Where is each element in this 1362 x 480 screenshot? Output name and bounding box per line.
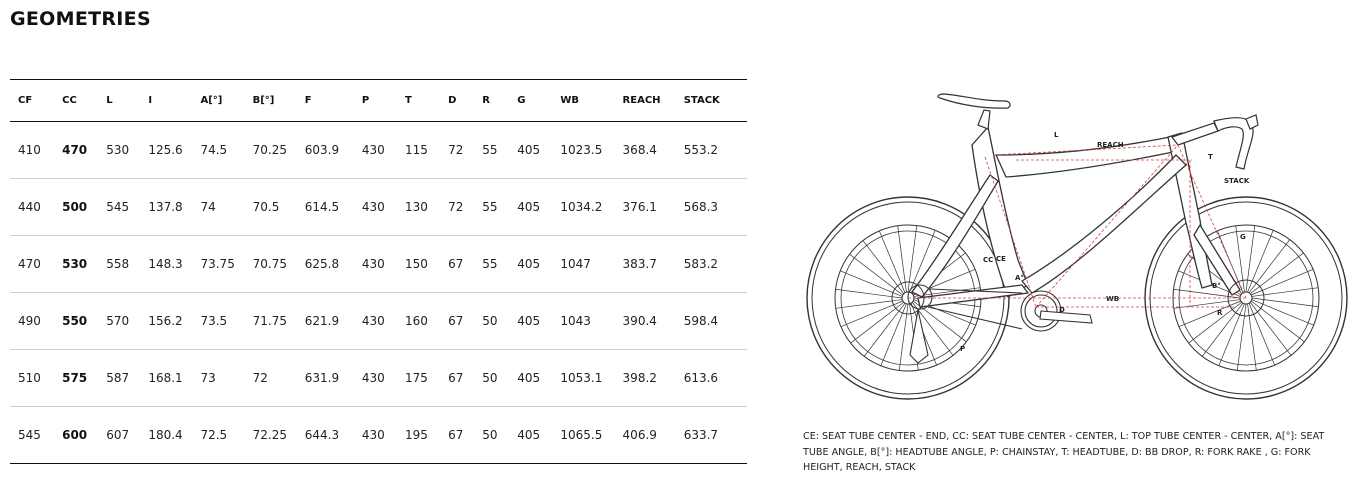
table-cell: 545 [98,179,140,236]
label-g: G [1240,233,1246,241]
table-cell: 72.25 [245,407,297,464]
spoke [1179,301,1241,327]
table-cell: 50 [474,293,509,350]
table-cell: 430 [354,179,397,236]
table-cell: 430 [354,293,397,350]
table-cell: 600 [54,407,98,464]
table-cell: 633.7 [676,407,747,464]
table-cell: 598.4 [676,293,747,350]
table-row [10,350,747,407]
table-cell: 150 [397,236,440,293]
table-cell: 1023.5 [552,122,614,179]
label-p: P [960,345,966,353]
table-cell: 55 [474,236,509,293]
table-cell: 73.75 [192,236,244,293]
table-cell: 470 [54,122,98,179]
table-cell: 72 [245,350,297,407]
table-cell: 50 [474,350,509,407]
spoke [1251,269,1313,295]
table-cell: 607 [98,407,140,464]
table-cell: 430 [354,236,397,293]
spoke [1250,302,1291,355]
table-cell: 406.9 [615,407,676,464]
label-wb: WB [1106,295,1120,303]
table-cell: 130 [397,179,440,236]
table-cell: 383.7 [615,236,676,293]
table-cell: 55 [474,179,509,236]
table-cell: 614.5 [297,179,354,236]
column-header: I [140,80,192,122]
table-cell: 1053.1 [552,350,614,407]
table-cell: 175 [397,350,440,407]
table-cell: 530 [98,122,140,179]
spoke [1249,303,1275,365]
table-cell: 137.8 [140,179,192,236]
geometry-legend: CE: SEAT TUBE CENTER - END, CC: SEAT TUBE CENTER - CENTER, L: TOP TUBE CENTER - CENTER, A[°]: SEAT TUBE ANGLE, B[°]: HEADTUBE ANGLE, P: CHAINSTAY, T: HEADTUBE, D: BB DROP, R: FORK RAKE , G: FORK HEIGHT, REACH, STACK [803,431,1325,473]
spoke [1251,301,1304,342]
table-cell: 67 [440,293,474,350]
table-cell: 631.9 [297,350,354,407]
table-cell: 368.4 [615,122,676,179]
table-cell: 50 [474,407,509,464]
table-cell: 70.25 [245,122,297,179]
table-cell: 376.1 [615,179,676,236]
label-t: T [1208,153,1213,161]
table-cell: 405 [509,122,552,179]
column-header: T [397,80,440,122]
table-cell: 398.2 [615,350,676,407]
table-cell: 583.2 [676,236,747,293]
table-cell: 70.5 [245,179,297,236]
table-cell: 440 [10,179,54,236]
table-cell: 553.2 [676,122,747,179]
table-cell: 74 [192,179,244,236]
table-cell: 195 [397,407,440,464]
table-cell: 603.9 [297,122,354,179]
table-cell: 490 [10,293,54,350]
table-row [10,293,747,350]
table-row [10,122,747,179]
table-cell: 530 [54,236,98,293]
table-cell: 180.4 [140,407,192,464]
table-cell: 115 [397,122,440,179]
label-l: L [1054,131,1059,139]
table-cell: 390.4 [615,293,676,350]
table-cell: 510 [10,350,54,407]
spoke [1250,253,1303,294]
spoke [1248,230,1274,292]
table-cell: 470 [10,236,54,293]
column-header: D [440,80,474,122]
spoke [1202,303,1243,356]
table-row [10,236,747,293]
label-b: B° [1212,282,1221,290]
spoke [1249,240,1290,293]
table-cell: 558 [98,236,140,293]
label-r: R [1217,309,1223,317]
table-cell: 644.3 [297,407,354,464]
table-cell: 74.5 [192,122,244,179]
table-cell: 587 [98,350,140,407]
column-header: L [98,80,140,122]
page-title: GEOMETRIES [10,8,151,30]
table-cell: 1034.2 [552,179,614,236]
table-cell: 70.75 [245,236,297,293]
table-cell: 125.6 [140,122,192,179]
column-header: P [354,80,397,122]
table-row [10,407,747,464]
table-cell: 405 [509,179,552,236]
table-cell: 621.9 [297,293,354,350]
table-cell: 1065.5 [552,407,614,464]
table-cell: 156.2 [140,293,192,350]
table-cell: 570 [98,293,140,350]
table-cell: 405 [509,236,552,293]
table-cell: 67 [440,350,474,407]
column-header: B[°] [245,80,297,122]
column-header: WB [552,80,614,122]
table-cell: 430 [354,407,397,464]
table-cell: 67 [440,236,474,293]
table-header-row [10,80,747,122]
table-cell: 73 [192,350,244,407]
table-cell: 405 [509,350,552,407]
label-reach: REACH [1097,141,1124,149]
table-cell: 1043 [552,293,614,350]
table-cell: 613.6 [676,350,747,407]
bike-frame [912,127,1240,307]
table-cell: 71.75 [245,293,297,350]
table-cell: 545 [10,407,54,464]
table-cell: 148.3 [140,236,192,293]
label-cc: CC [983,256,994,264]
label-ce: CE [996,255,1006,263]
label-a: A° [1015,274,1024,282]
table-cell: 72 [440,122,474,179]
table-cell: 550 [54,293,98,350]
spoke [1252,300,1314,326]
table-cell: 430 [354,350,397,407]
column-header: R [474,80,509,122]
spoke [1219,304,1245,366]
table-cell: 55 [474,122,509,179]
table-cell: 67 [440,407,474,464]
table-cell: 168.1 [140,350,192,407]
table-cell: 73.5 [192,293,244,350]
column-header: G [509,80,552,122]
label-d: D [1059,306,1065,314]
table-cell: 72.5 [192,407,244,464]
saddle [938,94,1010,129]
table-cell: 1047 [552,236,614,293]
geometry-table [10,79,747,464]
table-cell: 500 [54,179,98,236]
table-cell: 575 [54,350,98,407]
column-header: A[°] [192,80,244,122]
column-header: F [297,80,354,122]
table-cell: 72 [440,179,474,236]
spoke [1189,302,1242,343]
column-header: CC [54,80,98,122]
table-cell: 625.8 [297,236,354,293]
column-header: CF [10,80,54,122]
table-cell: 430 [354,122,397,179]
column-header: REACH [615,80,676,122]
table-cell: 410 [10,122,54,179]
table-cell: 405 [509,407,552,464]
column-header: STACK [676,80,747,122]
label-stack: STACK [1224,177,1250,185]
bike-geometry-diagram [800,85,1355,420]
table-cell: 405 [509,293,552,350]
table-cell: 568.3 [676,179,747,236]
table-row [10,179,747,236]
table-cell: 160 [397,293,440,350]
